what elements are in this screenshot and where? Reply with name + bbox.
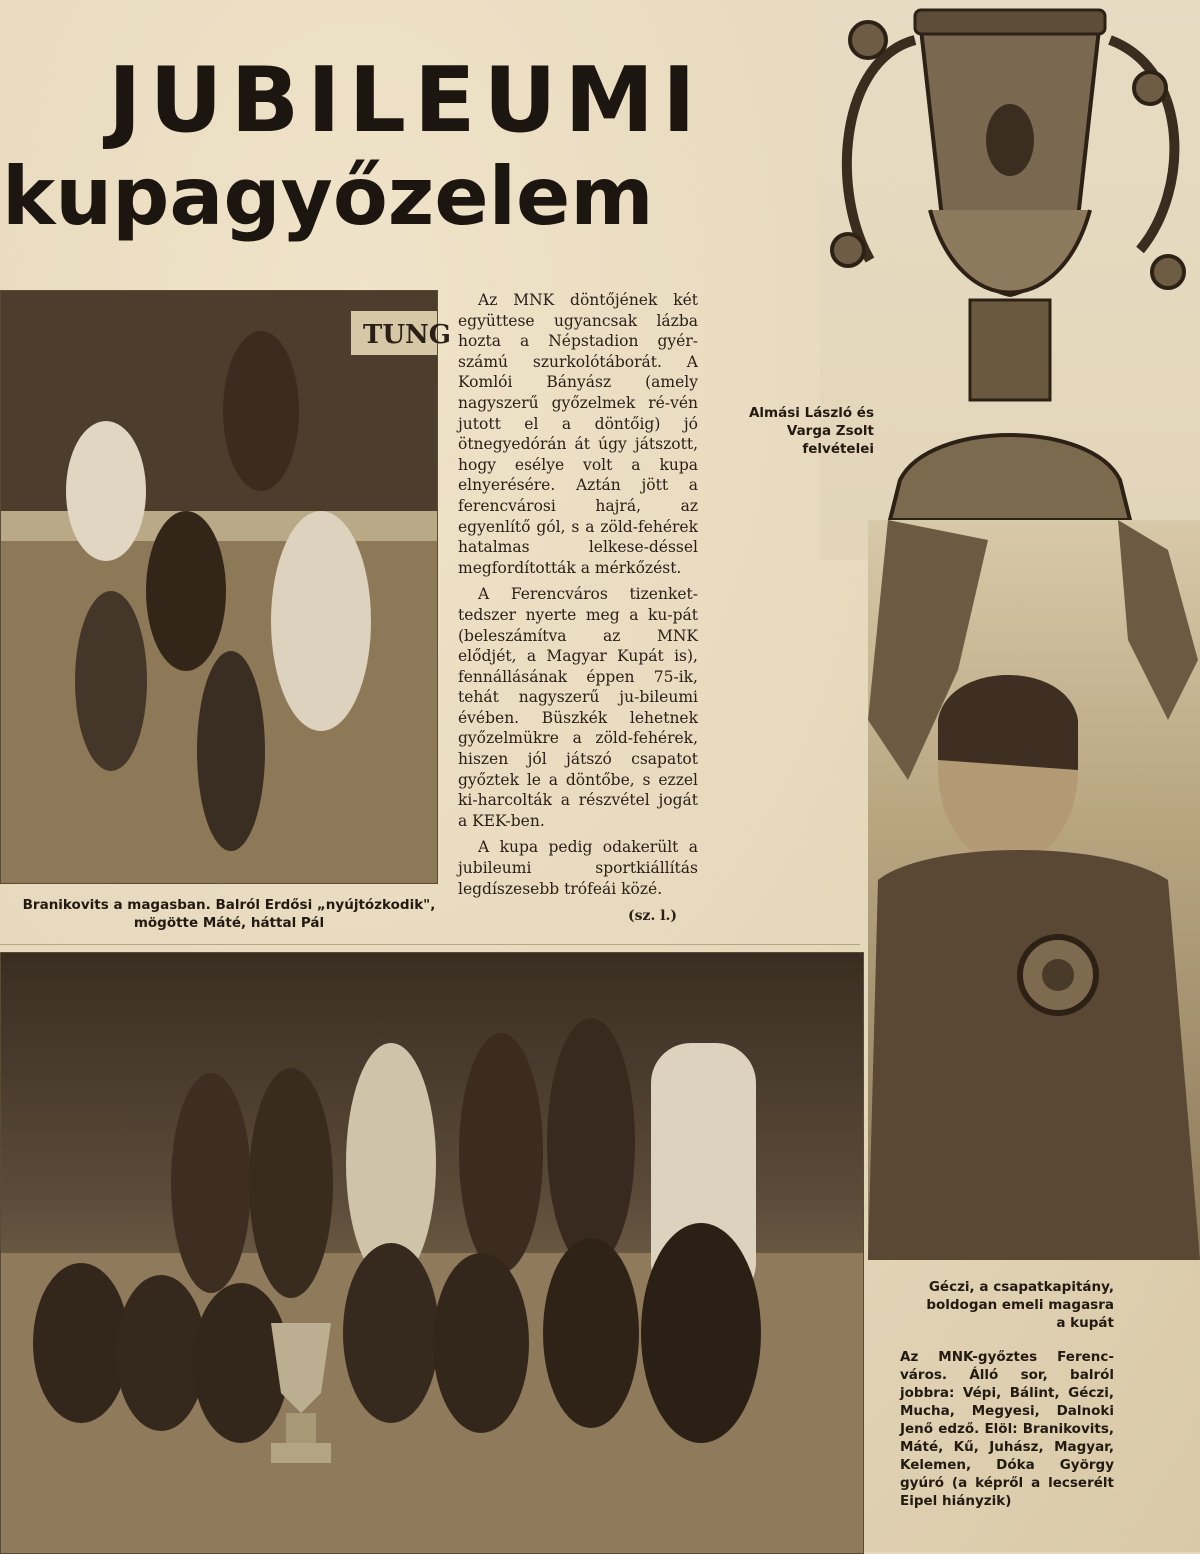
captain-caption-line: Géczi, a csapatkapitány, <box>928 1279 1114 1295</box>
trophy-photo <box>820 0 1200 560</box>
team-photo <box>0 952 864 1554</box>
team-illustration <box>1 953 863 1553</box>
match-caption-line: Branikovits a magasban. Balról Erdősi „nyújtózkodik", <box>22 897 436 913</box>
photo-credit-line: felvételei <box>802 441 874 457</box>
article-paragraph-1: Az MNK döntőjének két együttese ugyancsak lázba hozta a Népstadion gyér-számú szurkolótáborát. A Komlói Bányász (amely nagyszerű győzelmek ré-vén jutott el a döntőig) jó ötnegyedórán át úgy játszott, hogy esélye volt a kupa elnyerésére. Aztán jött a ferencvárosi hajrá, az egyenlítő gól, s a zöld-fehérek hatalmas lelkese-déssel megfordították a mérkőzést. <box>458 291 698 577</box>
match-caption-line: mögötte Máté, háttal Pál <box>133 915 325 931</box>
article-body <box>458 290 698 905</box>
headline-line-2: kupagyőzelem <box>2 150 654 243</box>
team-caption: Az MNK-győztes Ferenc-város. Álló sor, balról jobbra: Vépi, Bálint, Géczi, Mucha, Megyesi, Dalnoki Jenő edző. Elöl: Branikovits, Máté, Kű, Juhász, Magyar, Kelemen, Dóka György gyúró (a képről a lecserélt Eipel hiányzik) <box>900 1349 1114 1509</box>
divider <box>0 944 860 945</box>
captain-caption-line: a kupát <box>1056 1315 1114 1331</box>
match-action-photo <box>0 290 451 884</box>
article-paragraph-2: A Ferencváros tizenket-tedszer nyerte meg a ku-pát (beleszámítva az MNK elődjét, a Magyar Kupát is), fennállásának éppen 75-ik, tehát nagyszerű ju-bileumi évében. Büszkék lehetnek győzelmükre a zöld-fehérek, hiszen jól játszó csapatot győztek le a döntőbe, s ezzel ki-harcolták a részvétel jogát a KEK-ben. <box>458 585 698 830</box>
captain-caption <box>920 1278 1114 1332</box>
captain-caption-line: boldogan emeli magasra <box>926 1297 1114 1313</box>
banner-sign: TUNG <box>363 320 451 350</box>
captain-photo <box>868 520 1200 1260</box>
photo-credit-line: Varga Zsolt <box>786 423 874 439</box>
match-photo-caption <box>4 896 454 932</box>
captain-illustration <box>868 520 1200 1260</box>
trophy-illustration <box>820 0 1200 560</box>
match-illustration <box>1 291 451 883</box>
photo-credit <box>708 404 874 458</box>
headline-line-1: JUBILEUMI <box>108 48 704 153</box>
article-signature: (sz. l.) <box>628 908 678 924</box>
article-paragraph-3: A kupa pedig odakerült a jubileumi sportkiállítás legdíszesebb trófeái közé. <box>458 838 698 898</box>
photo-credit-line: Almási László és <box>748 405 874 421</box>
